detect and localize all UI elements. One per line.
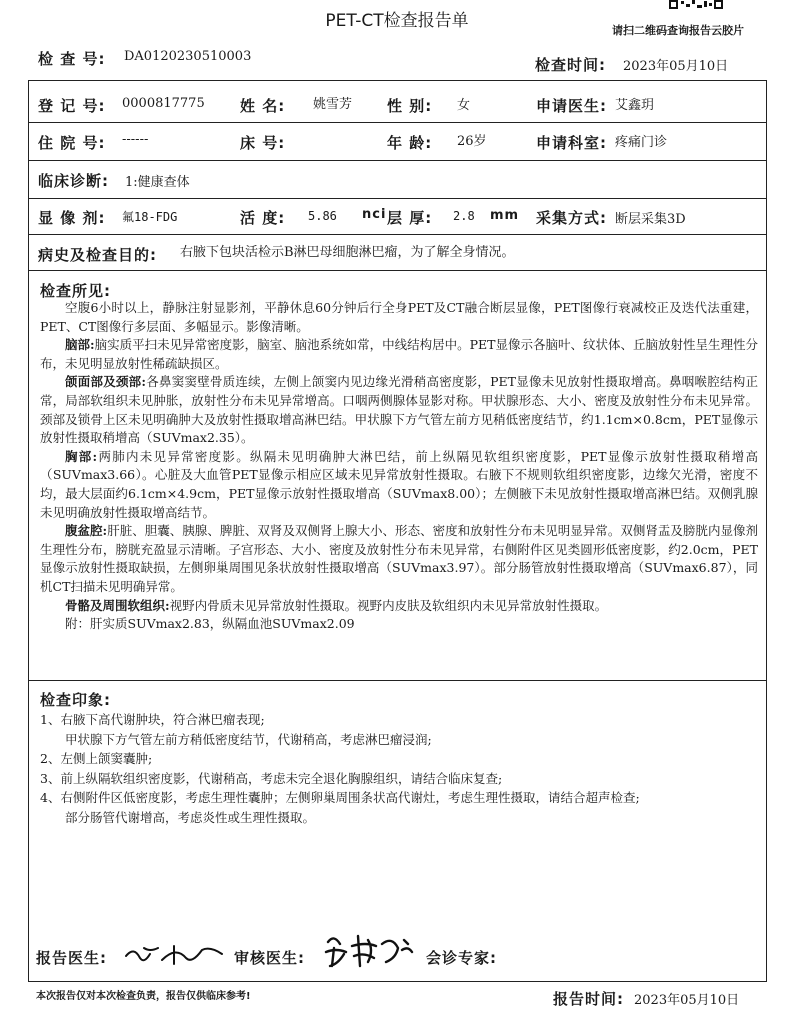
findings-paragraph xyxy=(40,448,758,522)
findings-text: 肝脏、胆囊、胰腺、脾脏、双肾及双侧肾上腺大小、形态、密度和放射性分布未见明显异常。双侧肾盂及膀胱内显像剂生理性分布，膀胱充盈显示清晰。子宫形态、大小、密度及放射性分布未见异常，右侧附件区见类圆形低密度影，约2.0cm，PET显像示放射性摄取缺损，左侧卵巢周围见条状放射性摄取增高（SUVmax3.97）。部分肠管放射性摄取增高（SUVmax6.87），同机CT扫描未见明确异常。 xyxy=(40,523,758,594)
slice-thickness-unit: mm xyxy=(490,208,520,223)
impression-item: 2、左侧上颌窦囊肿; xyxy=(40,751,153,767)
impression-label: 检查印象: xyxy=(40,691,111,709)
bed-no-label: 床 号: xyxy=(240,134,286,152)
activity-label: 活 度: xyxy=(240,209,286,227)
slice-thickness-label: 层 厚: xyxy=(387,209,433,227)
exam-no-value: DA0120230510003 xyxy=(124,49,252,64)
requesting-doctor-value: 艾鑫玥 xyxy=(615,98,655,113)
findings-heading: 颌面部及颈部: xyxy=(65,374,147,390)
findings-paragraph: 附：肝实质SUVmax2.83，纵隔血池SUVmax2.09 xyxy=(65,616,355,632)
exam-time-value: 2023年05月10日 xyxy=(623,59,729,74)
report-title: PET-CT检查报告单 xyxy=(325,11,469,31)
findings-paragraph xyxy=(40,522,758,596)
history-value: 右腋下包块活检示B淋巴母细胞淋巴瘤，为了解全身情况。 xyxy=(180,245,515,260)
registration-no-label: 登 记 号: xyxy=(38,97,106,115)
activity-value: 5.86 xyxy=(308,209,337,223)
findings-heading: 脑部: xyxy=(65,337,95,353)
findings-heading: 胸部: xyxy=(65,448,98,464)
impression-section xyxy=(40,710,758,828)
clinical-diagnosis-label: 临床诊断: xyxy=(38,172,109,190)
findings-paragraph xyxy=(40,597,758,616)
findings-paragraph xyxy=(40,373,758,447)
findings-section xyxy=(40,299,758,634)
findings-heading: 腹盆腔: xyxy=(65,523,108,539)
findings-heading: 骨骼及周围软组织: xyxy=(65,597,170,613)
exam-time-label: 检查时间: xyxy=(535,56,606,74)
tracer-label: 显 像 剂: xyxy=(38,209,106,227)
sex-label: 性 别: xyxy=(387,97,433,115)
report-doctor-signature-icon xyxy=(122,938,230,968)
divider xyxy=(28,198,767,199)
review-doctor-label: 审核医生: xyxy=(234,949,305,967)
qr-caption: 请扫二维码查询报告云胶片 xyxy=(612,24,744,37)
divider xyxy=(28,160,767,161)
acquisition-mode-value: 断层采集3D xyxy=(615,212,686,227)
slice-thickness-value: 2.8 xyxy=(453,209,475,223)
impression-item: 部分肠管代谢增高，考虑炎性或生理性摄取。 xyxy=(65,809,316,825)
findings-paragraph: 空腹6小时以上，静脉注射显影剂，平静休息60分钟后行全身PET及CT融合断层显像，PET图像行衰减校正及迭代法重建，PET、CT图像行多层面、多幅显示。影像清晰。 xyxy=(40,300,758,334)
review-doctor-signature-icon xyxy=(322,928,422,970)
findings-paragraph xyxy=(40,336,758,373)
age-label: 年 龄: xyxy=(387,134,433,152)
report-time-label: 报告时间: xyxy=(553,990,624,1008)
inpatient-no-label: 住 院 号: xyxy=(38,134,106,152)
disclaimer-note: 本次报告仅对本次检查负责，报告仅供临床参考! xyxy=(36,991,251,1002)
tracer-value: 氟18-FDG xyxy=(122,210,178,224)
report-time-value: 2023年05月10日 xyxy=(634,993,740,1008)
divider xyxy=(28,234,767,235)
findings-text: 脑实质平扫未见异常密度影，脑室、脑池系统如常，中线结构居中。PET显像示各脑叶、纹状体、丘脑放射性呈生理性分布，未见明显放射性稀疏缺损区。 xyxy=(40,337,759,371)
report-doctor-label: 报告医生: xyxy=(36,949,107,967)
requesting-dept-label: 申请科室: xyxy=(536,134,607,152)
acquisition-mode-label: 采集方式: xyxy=(536,209,607,227)
findings-text: 各鼻窦窦壁骨质连续，左侧上颌窦内见边缘光滑稍高密度影，PET显像未见放射性摄取增高。鼻咽喉腔结构正常，局部软组织未见肿胀，放射性分布未见异常增高。口咽两侧腺体显影对称。甲状腺形态、大小、密度及放射性分布未见异常。颈部及锁骨上区未见明确肿大及放射性摄取增高淋巴结。甲状腺下方气管左前方见稍低密度结节，约1.1cm×0.8cm，PET显像示放射性摄取稍增高（SUVmax2.35）。 xyxy=(40,374,758,446)
patient-name-label: 姓 名: xyxy=(240,97,286,115)
clinical-diagnosis-value: 1:健康查体 xyxy=(125,175,190,190)
patient-name-value: 姚雪芳 xyxy=(313,97,353,112)
findings-label: 检查所见: xyxy=(40,282,111,300)
requesting-dept-value: 疼痛门诊 xyxy=(615,135,668,150)
age-value: 26岁 xyxy=(457,134,487,149)
qr-code-icon[interactable] xyxy=(669,0,723,10)
exam-no-label: 检 查 号: xyxy=(38,50,106,68)
history-label: 病史及检查目的: xyxy=(38,246,157,264)
divider xyxy=(28,270,767,271)
impression-item: 1、右腋下高代谢肿块，符合淋巴瘤表现; xyxy=(40,712,265,727)
consult-expert-label: 会诊专家: xyxy=(426,949,497,967)
registration-no-value: 0000817775 xyxy=(122,96,205,111)
divider xyxy=(28,680,767,681)
requesting-doctor-label: 申请医生: xyxy=(536,97,607,115)
impression-item: 4、右侧附件区低密度影，考虑生理性囊肿；左侧卵巢周围条状高代谢灶，考虑生理性摄取，请结合超声检查; xyxy=(40,790,640,806)
activity-unit: nci xyxy=(362,207,387,222)
findings-text: 两肺内未见异常密度影。纵隔未见明确肿大淋巴结，前上纵隔见软组织密度影，PET显像示放射性摄取稍增高（SUVmax3.66）。心脏及大血管PET显像示相应区域未见异常放射性摄取。右腋下不规则软组织密度影，边缘欠光滑，密度不均，最大层面约6.1cm×4.9cm，PET显像示放射性摄取增高（SUVmax8.00）；左侧腋下未见放射性摄取增高淋巴结。双侧乳腺未见明确放射性摄取增高结节。 xyxy=(40,448,758,520)
impression-item: 甲状腺下方气管左前方稍低密度结节，代谢稍高，考虑淋巴瘤浸润; xyxy=(65,731,432,747)
sex-value: 女 xyxy=(457,98,471,113)
findings-text: 视野内骨质未见异常放射性摄取。视野内皮肤及软组织内未见异常放射性摄取。 xyxy=(169,597,608,613)
divider xyxy=(28,122,767,123)
inpatient-no-value: ------ xyxy=(122,132,149,147)
impression-item: 3、前上纵隔软组织密度影，代谢稍高，考虑未完全退化胸腺组织，请结合临床复查; xyxy=(40,770,503,786)
